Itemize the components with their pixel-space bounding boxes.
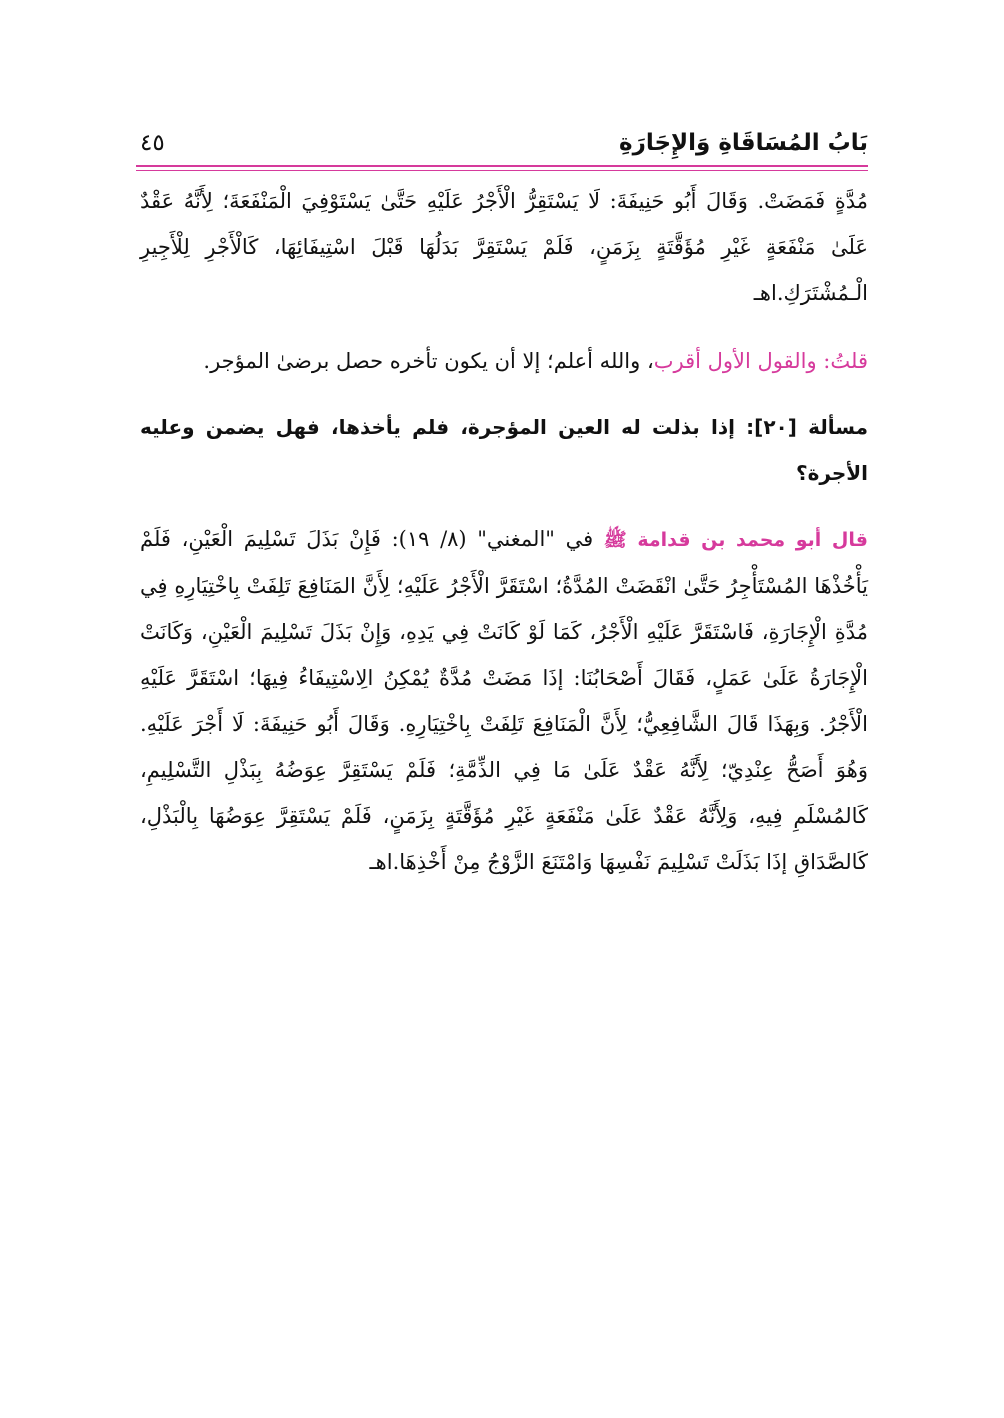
header-divider — [136, 165, 868, 167]
paragraph-author-opinion — [140, 338, 868, 384]
page-body — [140, 178, 868, 885]
header-divider-thin — [136, 170, 868, 171]
page-header — [140, 126, 868, 160]
quote-text: فَإِنْ بَذَلَ تَسْلِيمَ الْعَيْنِ، فَلَمْ يَأْخُذْهَا المُسْتَأْجِرُ حَتَّىٰ انْقَضَتْ المُدَّةُ؛ اسْتَقَرَّ الْأَجْرُ عَلَيْهِ؛ لِأَنَّ المَنَافِعَ تَلِفَتْ بِاخْتِيَارِهِ فِي مُدَّةِ الْإِجَارَةِ، فَاسْتَقَرَّ عَلَيْهِ الْأَجْرُ، كَمَا لَوْ كَانَتْ فِي يَدِهِ، وَإِنْ بَذَلَ تَسْلِيمَ الْعَيْنِ، وَكَانَتْ الْإِجَارَةُ عَلَىٰ عَمَلٍ، فَقَالَ أَصْحَابُنَا: إذَا مَضَتْ مُدَّةٌ يُمْكِنُ الِاسْتِيفَاءُ فِيهَا؛ اسْتَقَرَّ عَلَيْهِ الْأَجْرُ. وَبِهَذَا قَالَ الشَّافِعِيُّ؛ لِأَنَّ الْمَنَافِعَ تَلِفَتْ بِاخْتِيَارِهِ. وَقَالَ أَبُو حَنِيفَةَ: لَا أَجْرَ عَلَيْهِ. وَهُوَ أَصَحُّ عِنْدِيّ؛ لِأَنَّهُ عَقْدٌ عَلَىٰ مَا فِي الذِّمَّةِ؛ فَلَمْ يَسْتَقِرَّ عِوَضُهُ بِبَذْلِ التَّسْلِيمِ، كَالمُسْلَمِ فِيهِ، وَلِأَنَّهُ عَقْدٌ عَلَىٰ مَنْفَعَةٍ غَيْرِ مُؤَقَّتَةٍ بِزَمَنٍ، فَلَمْ يَسْتَقِرَّ عِوَضُهَا بِالْبَذْلِ، كَالصَّدَاقِ إذَا بَذَلَتْ تَسْلِيمَ نَفْسِهَا وَامْتَنَعَ الزَّوْجُ مِنْ أَخْذِهَا.اهـ — [140, 527, 868, 874]
author-opinion-lead: قلتُ: والقول الأول أقرب — [653, 349, 868, 373]
page-number: ٤٥ — [140, 130, 165, 156]
quote-attribution: قال أبو محمد بن قدامة ﷺ — [603, 529, 868, 551]
author-opinion-text: ، والله أعلم؛ إلا أن يكون تأخره حصل برضىٰ المؤجر. — [203, 349, 654, 373]
issue-heading: مسألة [٢٠]: إذا بذلت له العين المؤجرة، فلم يأخذها، فهل يضمن وعليه الأجرة؟ — [140, 415, 868, 485]
quote-source: في "المغني" (٨/ ١٩): — [380, 527, 604, 551]
paragraph-quote-continuation: مُدَّةٍ فَمَضَتْ. وَقَالَ أَبُو حَنِيفَةَ: لَا يَسْتَقِرُّ الْأَجْرُ عَلَيْهِ حَتَّىٰ يَسْتَوْفِيَ الْمَنْفَعَةَ؛ لِأَنَّهُ عَقْدٌ عَلَىٰ مَنْفَعَةٍ غَيْرِ مُؤَقَّتَةٍ بِزَمَنٍ، فَلَمْ يَسْتَقِرَّ بَدَلُهَا قَبْلَ اسْتِيفَائِهَا، كَالْأَجْرِ لِلْأَجِيرِ الْـمُشْتَرَكِ.اهـ — [140, 189, 868, 305]
chapter-title: بَابُ المُسَاقَاةِ وَالإِجَارَةِ — [619, 130, 868, 156]
paragraph-quotation — [140, 516, 868, 885]
